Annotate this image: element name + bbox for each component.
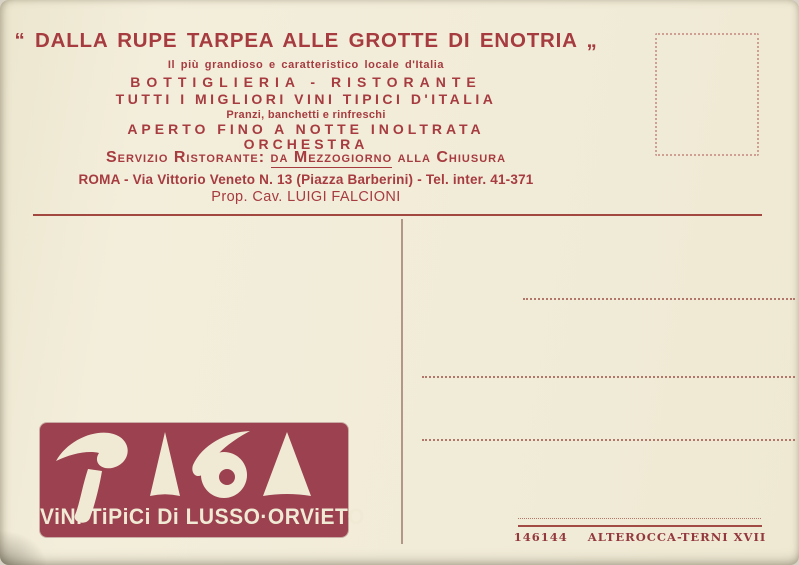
printer-number: 146144 xyxy=(513,530,568,544)
line-orchestra: ORCHESTRA xyxy=(243,136,369,152)
servizio-underlined: da Mezzogiorno xyxy=(270,149,393,166)
street-address: ROMA - Via Vittorio Veneto N. 13 (Piazza Barberini) - Tel. inter. 41-371 xyxy=(78,172,534,187)
servizio-post: alla Chiusura xyxy=(392,149,507,166)
header-rule xyxy=(33,214,762,216)
printer-name: ALTEROCCA-TERNI XVII xyxy=(587,530,767,544)
printer-dotted-line xyxy=(518,518,761,519)
letter-b-swoosh xyxy=(56,433,128,469)
address-dotted-line-2 xyxy=(422,376,795,378)
address-dotted-line-1 xyxy=(523,298,795,300)
header-subtitle: Il più grandioso e caratteristico locale d'Italia xyxy=(167,59,445,71)
proprietor-line: Prop. Cav. LUIGI FALCIONI xyxy=(211,189,401,205)
servizio-pre: Servizio Ristorante: xyxy=(105,149,271,166)
line-bottiglieria-ristorante: BOTTIGLIERIA - RISTORANTE xyxy=(130,74,482,90)
letter-a-triangle xyxy=(263,432,311,496)
message-address-divider xyxy=(401,219,403,544)
printer-solid-line xyxy=(518,525,762,527)
address-dotted-line-3 xyxy=(422,439,795,441)
letter-i-triangle xyxy=(150,432,180,496)
letter-g-bowl xyxy=(201,452,247,498)
line-aperto-notte: APERTO FINO A NOTTE INOLTRATA xyxy=(127,121,485,137)
header-title: “ DALLA RUPE TARPEA ALLE GROTTE DI ENOTRIA „ xyxy=(14,29,598,52)
biga-logo xyxy=(40,423,365,537)
stamp-box xyxy=(655,33,759,156)
printer-mark xyxy=(512,530,768,544)
line-pranzi-banchetti: Pranzi, banchetti e rinfreschi xyxy=(226,109,386,121)
corner-shadow xyxy=(0,531,46,565)
biga-logo-caption: ViNi TiPiCi Di LUSSO·ORViETO xyxy=(40,505,365,530)
line-servizio-ristorante xyxy=(0,149,612,167)
line-vini-tipici: TUTTI I MIGLIORI VINI TIPICI D'ITALIA xyxy=(115,91,497,107)
